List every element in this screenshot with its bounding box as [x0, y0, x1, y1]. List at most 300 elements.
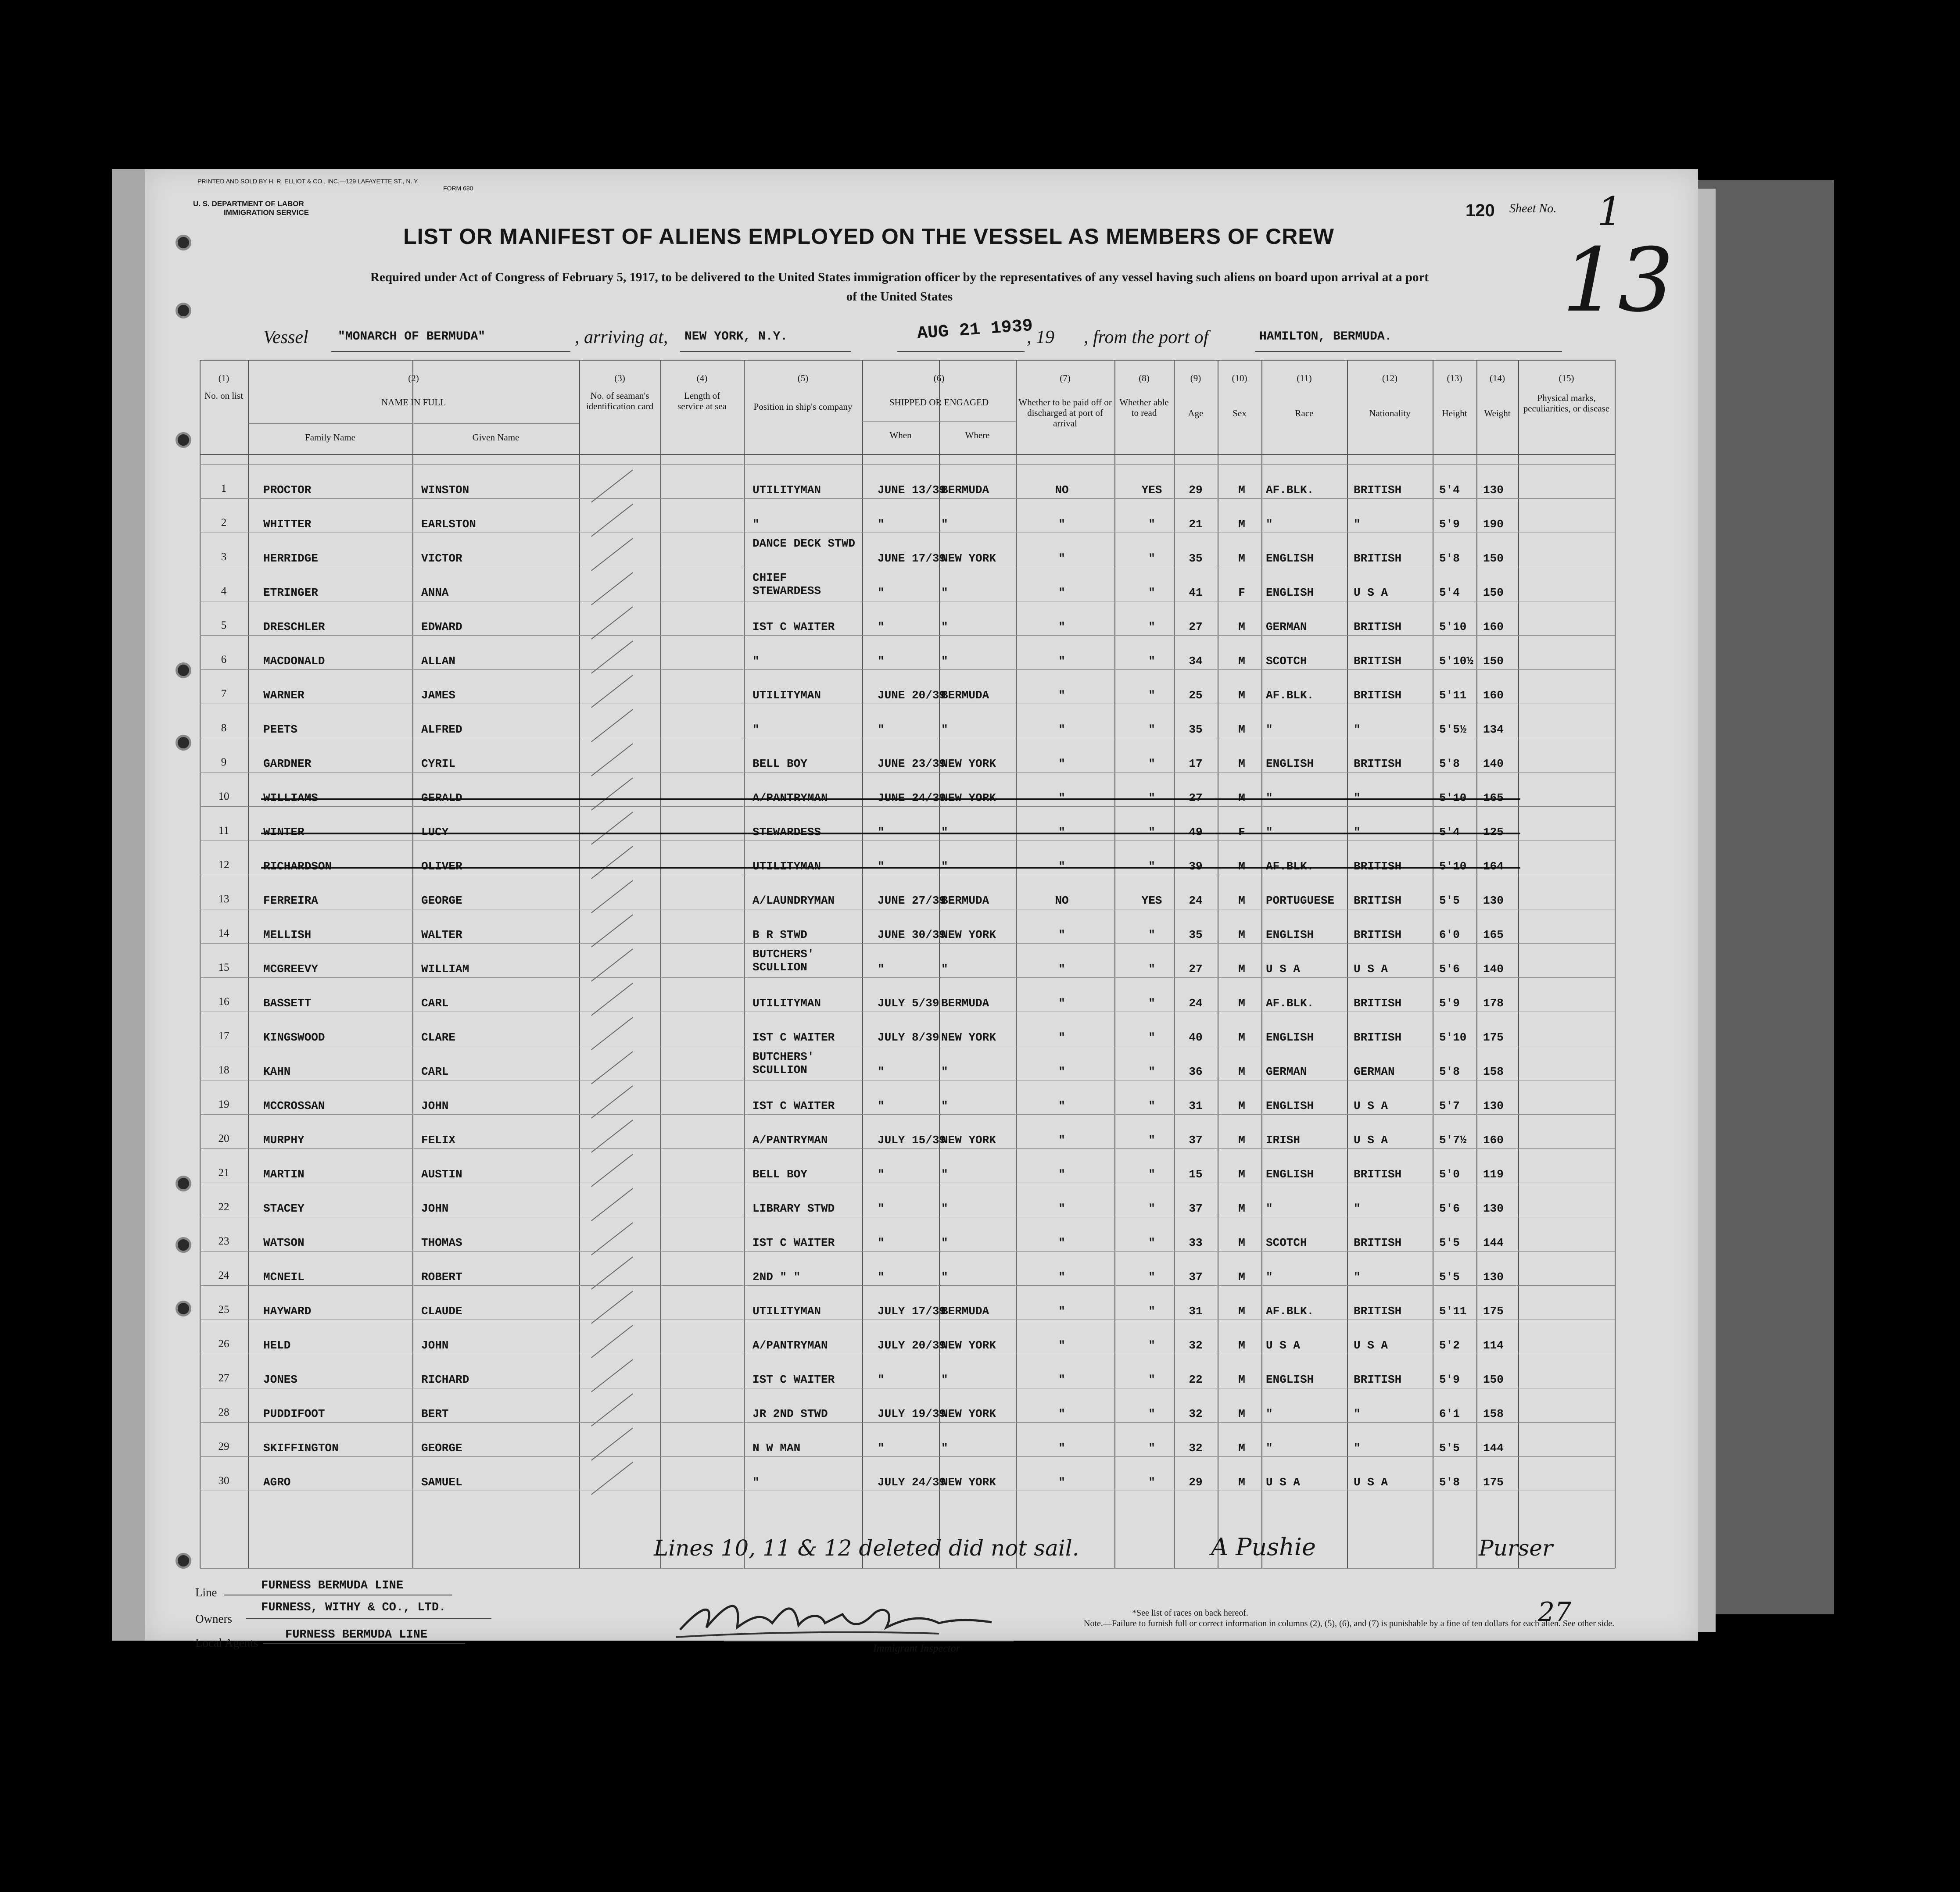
cell-when: "	[878, 1441, 885, 1455]
arriving-underline	[680, 351, 851, 352]
cell-weight: 158	[1483, 1407, 1504, 1420]
table-row-line	[200, 635, 1615, 636]
cell-family: MURPHY	[263, 1134, 305, 1147]
agents-underline	[263, 1643, 465, 1644]
cell-read: "	[1148, 1441, 1155, 1455]
col-4-number: (4)	[696, 373, 708, 383]
cell-read: "	[1148, 1134, 1155, 1147]
cell-paid: "	[1058, 1476, 1065, 1489]
cell-read: "	[1148, 1339, 1155, 1352]
cell-where: "	[941, 655, 948, 668]
table-column-line	[1174, 360, 1175, 1568]
form-number: FORM 680	[443, 185, 473, 192]
cell-position: A/PANTRYMAN	[752, 1134, 828, 1147]
cell-sex: M	[1238, 894, 1245, 907]
cell-family: PEETS	[263, 723, 298, 736]
cell-when: "	[878, 518, 885, 531]
col-header-height: Height	[1442, 408, 1467, 418]
row-number: 17	[218, 1030, 229, 1042]
cell-where: "	[941, 1202, 948, 1215]
handwritten-stamp-number: 13	[1562, 229, 1674, 332]
cell-weight: 160	[1483, 689, 1504, 702]
cell-race: SCOTCH	[1266, 1236, 1307, 1249]
table-column-line	[1347, 360, 1348, 1568]
cell-height: 5'7	[1439, 1099, 1460, 1112]
row-number: 3	[221, 551, 227, 563]
cell-where: "	[941, 1373, 948, 1386]
table-column-line	[862, 360, 863, 1568]
col-14-number: (14)	[1490, 373, 1505, 383]
col-9-number: (9)	[1190, 373, 1201, 383]
cell-height: 5'7½	[1439, 1134, 1467, 1147]
table-column-line	[1114, 360, 1115, 1568]
row-number: 18	[218, 1064, 229, 1076]
sheet-label: Sheet No.	[1509, 202, 1557, 215]
cell-height: 5'10½	[1439, 655, 1474, 668]
table-row-line	[200, 943, 1615, 944]
cell-weight: 175	[1483, 1476, 1504, 1489]
cell-given: ALLAN	[421, 655, 456, 668]
owners-label: Owners	[195, 1612, 232, 1625]
cell-age: 32	[1189, 1407, 1203, 1420]
cell-race: AF.BLK.	[1266, 483, 1314, 497]
cell-nat: BRITISH	[1354, 620, 1402, 633]
cell-given: JOHN	[421, 1339, 449, 1352]
cell-where: "	[941, 826, 948, 839]
cell-age: 17	[1189, 757, 1203, 770]
cell-given: ROBERT	[421, 1270, 462, 1284]
col-11-number: (11)	[1297, 373, 1312, 383]
col-7-number: (7)	[1060, 373, 1071, 383]
cell-when: "	[878, 620, 885, 633]
cell-read: "	[1148, 655, 1155, 668]
cell-race: "	[1266, 1441, 1273, 1455]
cell-family: WATSON	[263, 1236, 305, 1249]
cell-nat: BRITISH	[1354, 894, 1402, 907]
row-number: 26	[218, 1338, 229, 1350]
header-subdivider	[862, 421, 1016, 422]
table-column-line	[1016, 360, 1017, 1568]
cell-race: IRISH	[1266, 1134, 1301, 1147]
col-header-physical-marks: Physical marks, peculiarities, or disease	[1523, 393, 1610, 414]
cell-sex: M	[1238, 552, 1245, 565]
cell-read: "	[1148, 586, 1155, 599]
cell-age: 24	[1189, 997, 1203, 1010]
cell-given: THOMAS	[421, 1236, 462, 1249]
cell-position: IST C WAITER	[752, 1373, 835, 1386]
cell-age: 39	[1189, 860, 1203, 873]
id-card-check-mark	[591, 504, 633, 536]
cell-weight: 130	[1483, 1099, 1504, 1112]
arrival-date-stamp: AUG 21 1939	[916, 316, 1034, 344]
id-card-check-mark	[591, 812, 633, 844]
id-card-check-mark	[591, 743, 633, 776]
cell-where: "	[941, 586, 948, 599]
cell-height: 5'6	[1439, 1202, 1460, 1215]
table-row-line	[200, 1456, 1615, 1457]
cell-sex: M	[1238, 791, 1245, 805]
id-card-check-mark	[591, 948, 633, 981]
cell-sex: M	[1238, 1168, 1245, 1181]
cell-race: "	[1266, 1202, 1273, 1215]
cell-height: 5'9	[1439, 1373, 1460, 1386]
table-column-line	[248, 360, 249, 1568]
table-row-line	[200, 454, 1615, 455]
cell-read: "	[1148, 1202, 1155, 1215]
cell-sex: M	[1238, 1441, 1245, 1455]
deleted-lines-note: Lines 10, 11 & 12 deleted did not sail.	[654, 1535, 1079, 1561]
col-header-read: Whether able to read	[1119, 397, 1169, 418]
cell-age: 25	[1189, 689, 1203, 702]
cell-where: NEW YORK	[941, 552, 996, 565]
purser-signature: A Pushie	[1211, 1533, 1316, 1561]
cell-family: WILLIAMS	[263, 791, 318, 805]
cell-given: EDWARD	[421, 620, 462, 633]
id-card-check-mark	[591, 1188, 633, 1221]
cell-family: WINTER	[263, 826, 305, 839]
cell-height: 5'0	[1439, 1168, 1460, 1181]
row-number: 13	[218, 893, 229, 905]
table-column-line	[200, 360, 201, 1568]
cell-race: ENGLISH	[1266, 552, 1314, 565]
cell-sex: M	[1238, 1236, 1245, 1249]
cell-sex: F	[1238, 826, 1245, 839]
cell-given: LUCY	[421, 826, 449, 839]
cell-where: NEW YORK	[941, 1476, 996, 1489]
col-2-number: (2)	[408, 373, 419, 383]
cell-age: 24	[1189, 894, 1203, 907]
cell-paid: "	[1058, 1134, 1065, 1147]
cell-given: WALTER	[421, 928, 462, 941]
service-name: IMMIGRATION SERVICE	[224, 208, 309, 217]
id-card-check-mark	[591, 675, 633, 708]
binder-hole	[176, 432, 191, 448]
binder-hole	[176, 1301, 191, 1316]
cell-weight: 144	[1483, 1441, 1504, 1455]
cell-when: "	[878, 723, 885, 736]
cell-age: 32	[1189, 1441, 1203, 1455]
sheet-number: 120	[1466, 201, 1495, 220]
handwritten-page-number: 27	[1538, 1597, 1572, 1627]
row-number: 8	[221, 722, 227, 734]
cell-when: "	[878, 1168, 885, 1181]
id-card-check-mark	[591, 914, 633, 947]
cell-nat: BRITISH	[1354, 689, 1402, 702]
cell-given: JOHN	[421, 1202, 449, 1215]
cell-read: "	[1148, 962, 1155, 976]
deleted-row-strike	[261, 798, 1520, 800]
table-row-line	[200, 977, 1615, 978]
table-column-line	[660, 360, 661, 1568]
binder-hole	[176, 303, 191, 318]
cell-age: 49	[1189, 826, 1203, 839]
id-card-check-mark	[591, 1427, 633, 1460]
cell-family: HELD	[263, 1339, 291, 1352]
cell-paid: "	[1058, 655, 1065, 668]
cell-where: BERMUDA	[941, 483, 989, 497]
cell-nat: "	[1354, 1202, 1361, 1215]
cell-sex: M	[1238, 1407, 1245, 1420]
cell-age: 33	[1189, 1236, 1203, 1249]
cell-nat: "	[1354, 518, 1361, 531]
cell-sex: M	[1238, 928, 1245, 941]
cell-paid: "	[1058, 860, 1065, 873]
cell-family: MACDONALD	[263, 655, 325, 668]
cell-sex: M	[1238, 655, 1245, 668]
cell-nat: "	[1354, 1407, 1361, 1420]
crew-table	[200, 360, 1615, 1568]
cell-paid: "	[1058, 1065, 1065, 1078]
cell-when: "	[878, 1270, 885, 1284]
binding-strip	[112, 169, 149, 1641]
col-header-no: No. on list	[204, 390, 244, 401]
cell-family: FERREIRA	[263, 894, 318, 907]
row-number: 27	[218, 1372, 229, 1384]
cell-age: 31	[1189, 1305, 1203, 1318]
line-value: FURNESS BERMUDA LINE	[261, 1579, 404, 1592]
cell-read: YES	[1141, 483, 1162, 497]
inspector-underline	[724, 1641, 1014, 1642]
col-header-weight: Weight	[1484, 408, 1511, 418]
cell-where: NEW YORK	[941, 928, 996, 941]
cell-height: 5'5	[1439, 1236, 1460, 1249]
cell-sex: M	[1238, 1373, 1245, 1386]
cell-when: "	[878, 826, 885, 839]
cell-paid: "	[1058, 1270, 1065, 1284]
row-number: 24	[218, 1270, 229, 1281]
cell-given: CLARE	[421, 1031, 456, 1044]
cell-paid: "	[1058, 620, 1065, 633]
cell-race: "	[1266, 826, 1273, 839]
cell-when: JULY 19/39	[878, 1407, 946, 1420]
deleted-row-strike	[261, 867, 1520, 869]
cell-position: BELL BOY	[752, 1168, 807, 1181]
binder-hole	[176, 1553, 191, 1569]
cell-weight: 134	[1483, 723, 1504, 736]
cell-given: FELIX	[421, 1134, 456, 1147]
departure-port: HAMILTON, BERMUDA.	[1259, 330, 1392, 343]
subtitle-line-2: of the United States	[846, 290, 953, 304]
cell-where: "	[941, 620, 948, 633]
cell-height: 5'8	[1439, 757, 1460, 770]
cell-paid: "	[1058, 1305, 1065, 1318]
cell-weight: 140	[1483, 962, 1504, 976]
cell-position: IST C WAITER	[752, 620, 835, 633]
cell-family: RICHARDSON	[263, 860, 332, 873]
cell-paid: "	[1058, 1339, 1065, 1352]
table-row-line	[200, 840, 1615, 841]
cell-weight: 150	[1483, 552, 1504, 565]
table-column-line	[1261, 360, 1262, 1568]
cell-height: 6'0	[1439, 928, 1460, 941]
cell-family: GARDNER	[263, 757, 312, 770]
agents-value: FURNESS BERMUDA LINE	[285, 1628, 428, 1642]
cell-where: "	[941, 1168, 948, 1181]
cell-nat: U S A	[1354, 1476, 1388, 1489]
id-card-check-mark	[591, 777, 633, 810]
cell-paid: "	[1058, 1441, 1065, 1455]
col-15-number: (15)	[1559, 373, 1574, 383]
cell-position: STEWARDESS	[752, 826, 821, 839]
cell-nat: U S A	[1354, 1099, 1388, 1112]
row-number: 6	[221, 654, 227, 665]
cell-paid: "	[1058, 1407, 1065, 1420]
cell-when: "	[878, 1065, 885, 1078]
cell-read: "	[1148, 552, 1155, 565]
cell-weight: 130	[1483, 1270, 1504, 1284]
id-card-check-mark	[591, 1222, 633, 1255]
cell-family: ETRINGER	[263, 586, 318, 599]
cell-nat: "	[1354, 1441, 1361, 1455]
cell-paid: "	[1058, 791, 1065, 805]
cell-position: A/PANTRYMAN	[752, 791, 828, 805]
cell-position: CHIEF STEWARDESS	[752, 571, 821, 597]
cell-age: 37	[1189, 1202, 1203, 1215]
cell-nat: BRITISH	[1354, 483, 1402, 497]
cell-position: BUTCHERS' SCULLION	[752, 948, 814, 974]
col-5-number: (5)	[797, 373, 809, 383]
cell-family: DRESCHLER	[263, 620, 325, 633]
cell-nat: U S A	[1354, 962, 1388, 976]
cell-age: 15	[1189, 1168, 1203, 1181]
table-row-line	[200, 806, 1615, 807]
cell-where: NEW YORK	[941, 1339, 996, 1352]
cell-race: U S A	[1266, 1476, 1301, 1489]
cell-given: AUSTIN	[421, 1168, 462, 1181]
col-header-nationality: Nationality	[1369, 408, 1411, 418]
cell-race: GERMAN	[1266, 620, 1307, 633]
cell-age: 27	[1189, 962, 1203, 976]
cell-race: AF.BLK.	[1266, 860, 1314, 873]
cell-age: 35	[1189, 928, 1203, 941]
cell-when: "	[878, 655, 885, 668]
row-number: 12	[218, 859, 229, 871]
col-10-number: (10)	[1232, 373, 1247, 383]
id-card-check-mark	[591, 572, 633, 605]
vessel-name: "MONARCH OF BERMUDA"	[338, 330, 486, 343]
cell-given: JAMES	[421, 689, 456, 702]
id-card-check-mark	[591, 880, 633, 913]
printer-line	[197, 178, 592, 192]
cell-given: RICHARD	[421, 1373, 469, 1386]
cell-nat: BRITISH	[1354, 1168, 1402, 1181]
cell-nat: U S A	[1354, 1134, 1388, 1147]
row-number: 21	[218, 1167, 229, 1179]
col-header-age: Age	[1188, 408, 1204, 418]
cell-when: JULY 24/39	[878, 1476, 946, 1489]
cell-position: UTILITYMAN	[752, 1305, 821, 1318]
deleted-row-strike	[261, 833, 1520, 834]
cell-paid: NO	[1055, 894, 1069, 907]
id-card-check-mark	[591, 1256, 633, 1289]
cell-position: UTILITYMAN	[752, 860, 821, 873]
id-card-check-mark	[591, 1017, 633, 1050]
row-number: 4	[221, 585, 227, 597]
id-card-check-mark	[591, 538, 633, 571]
cell-read: "	[1148, 1236, 1155, 1249]
cell-given: CLAUDE	[421, 1305, 462, 1318]
id-card-check-mark	[591, 1154, 633, 1187]
cell-when: JULY 15/39	[878, 1134, 946, 1147]
line-label: Line	[195, 1586, 217, 1599]
cell-where: BERMUDA	[941, 997, 989, 1010]
cell-race: ENGLISH	[1266, 586, 1314, 599]
cell-when: "	[878, 962, 885, 976]
cell-nat: BRITISH	[1354, 1373, 1402, 1386]
header-subdivider	[248, 423, 579, 424]
cell-when: "	[878, 1202, 885, 1215]
cell-where: "	[941, 1441, 948, 1455]
cell-position: UTILITYMAN	[752, 689, 821, 702]
cell-family: BASSETT	[263, 997, 312, 1010]
penalty-text: Note.—Failure to furnish full or correct information in columns (2), (5), (6), and (7) is punishable by a fine of ten dollars for each alien. See other side.	[1084, 1619, 1615, 1628]
cell-sex: M	[1238, 997, 1245, 1010]
cell-height: 5'10	[1439, 791, 1467, 805]
table-row-line	[200, 1285, 1615, 1286]
cell-when: JUNE 17/39	[878, 552, 946, 565]
cell-where: BERMUDA	[941, 1305, 989, 1318]
row-number: 19	[218, 1098, 229, 1110]
cell-family: WHITTER	[263, 518, 312, 531]
cell-sex: M	[1238, 723, 1245, 736]
cell-height: 5'8	[1439, 552, 1460, 565]
cell-given: GEORGE	[421, 1441, 462, 1455]
cell-family: MELLISH	[263, 928, 312, 941]
cell-sex: M	[1238, 962, 1245, 976]
cell-given: WILLIAM	[421, 962, 469, 976]
cell-height: 5'5	[1439, 894, 1460, 907]
cell-sex: M	[1238, 1031, 1245, 1044]
cell-read: YES	[1141, 894, 1162, 907]
cell-when: JUNE 27/39	[878, 894, 946, 907]
cell-nat: BRITISH	[1354, 1236, 1402, 1249]
printer-text: PRINTED AND SOLD BY H. R. ELLIOT & CO., INC.—129 LAFAYETTE ST., N. Y.	[197, 178, 419, 185]
cell-given: SAMUEL	[421, 1476, 462, 1489]
cell-read: "	[1148, 860, 1155, 873]
cell-nat: BRITISH	[1354, 757, 1402, 770]
cell-height: 5'10	[1439, 620, 1467, 633]
cell-when: JUNE 20/39	[878, 689, 946, 702]
cell-read: "	[1148, 1065, 1155, 1078]
cell-family: SKIFFINGTON	[263, 1441, 339, 1455]
cell-age: 40	[1189, 1031, 1203, 1044]
cell-race: "	[1266, 791, 1273, 805]
col-header-sex: Sex	[1233, 408, 1247, 418]
cell-paid: "	[1058, 997, 1065, 1010]
cell-read: "	[1148, 997, 1155, 1010]
id-card-check-mark	[591, 1119, 633, 1152]
col-header-position: Position in ship's company	[753, 401, 853, 412]
cell-height: 5'5	[1439, 1270, 1460, 1284]
id-card-check-mark	[591, 1085, 633, 1118]
cell-family: KINGSWOOD	[263, 1031, 325, 1044]
row-number: 11	[218, 825, 229, 837]
cell-position: "	[752, 518, 760, 531]
cell-position: LIBRARY STWD	[752, 1202, 835, 1215]
cell-sex: M	[1238, 483, 1245, 497]
cell-height: 5'8	[1439, 1065, 1460, 1078]
cell-nat: BRITISH	[1354, 1305, 1402, 1318]
cell-nat: "	[1354, 791, 1361, 805]
cell-position: N W MAN	[752, 1441, 801, 1455]
cell-position: A/PANTRYMAN	[752, 1339, 828, 1352]
id-card-check-mark	[591, 1051, 633, 1084]
cell-when: "	[878, 1099, 885, 1112]
cell-height: 5'5½	[1439, 723, 1467, 736]
cell-where: "	[941, 962, 948, 976]
cell-weight: 140	[1483, 757, 1504, 770]
cell-where: BERMUDA	[941, 689, 989, 702]
